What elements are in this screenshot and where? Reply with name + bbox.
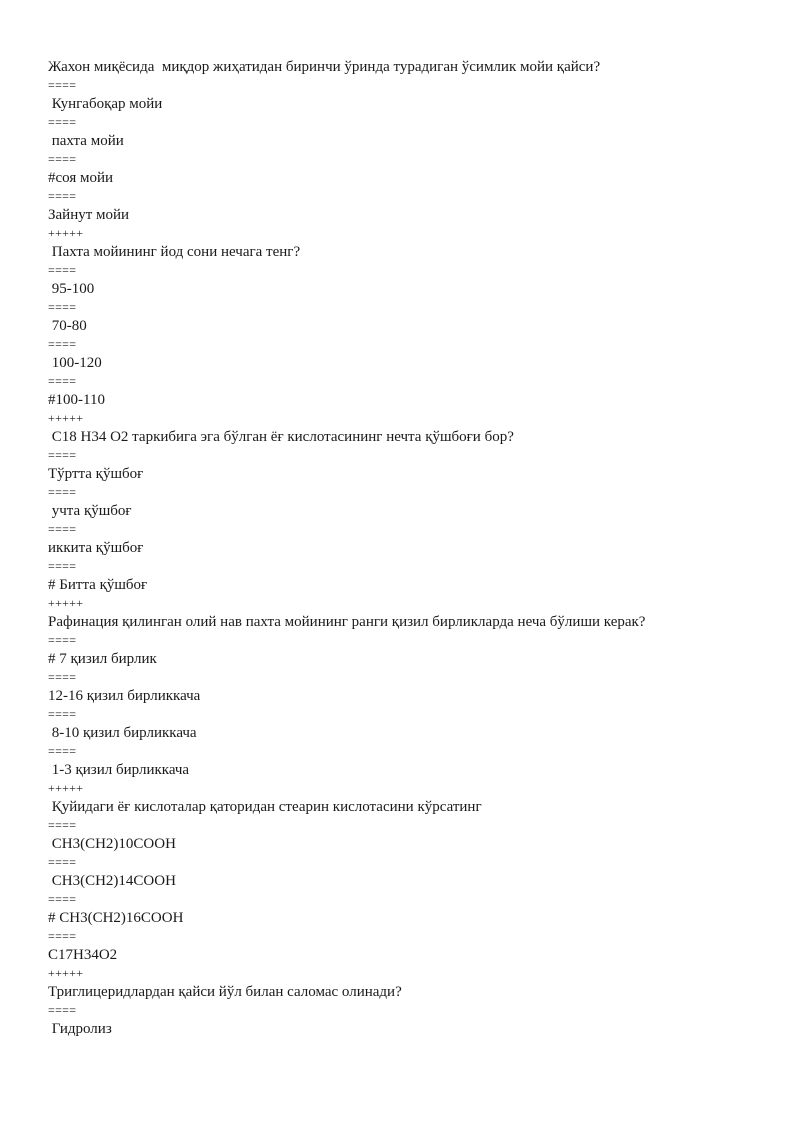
separator-line: ==== xyxy=(48,522,77,536)
text-line: Пахта мойининг йод сони нечага тенг? xyxy=(48,244,301,260)
separator-line: ==== xyxy=(48,485,77,499)
separator-line: +++++ xyxy=(48,411,84,425)
text-line: # Битта қўшбоғ xyxy=(48,577,148,593)
separator-line: ==== xyxy=(48,152,77,166)
text-line: # 7 қизил бирлик xyxy=(48,651,157,667)
text-line: иккита қўшбоғ xyxy=(48,540,144,556)
separator-line: +++++ xyxy=(48,226,84,240)
separator-line: +++++ xyxy=(48,966,84,980)
separator-line: ==== xyxy=(48,929,77,943)
separator-line: ==== xyxy=(48,115,77,129)
text-line: 95-100 xyxy=(48,281,95,297)
separator-line: ==== xyxy=(48,670,77,684)
separator-line: ==== xyxy=(48,189,77,203)
separator-line: ==== xyxy=(48,300,77,314)
separator-line: ==== xyxy=(48,707,77,721)
text-line: #100-110 xyxy=(48,392,105,408)
text-line: #соя мойи xyxy=(48,170,114,186)
text-line: Гидролиз xyxy=(48,1021,112,1037)
separator-line: ==== xyxy=(48,374,77,388)
text-line: учта қўшбоғ xyxy=(48,503,132,519)
text-line: CH3(CH2)14COOH xyxy=(48,873,176,889)
text-line: Зайнут мойи xyxy=(48,207,130,223)
text-line: Тўртта қўшбоғ xyxy=(48,466,144,482)
text-line: 70-80 xyxy=(48,318,87,334)
text-line: Кунгабоқар мойи xyxy=(48,96,163,112)
text-line: C18 H34 O2 таркибига эга бўлган ёғ кислотасининг нечта қўшбоғи бор? xyxy=(48,429,514,445)
text-line: Триглицеридлардан қайси йўл билан саломас олинади? xyxy=(48,984,402,1000)
text-line: Рафинация қилинган олий нав пахта мойининг ранги қизил бирликларда неча бўлиши керак? xyxy=(48,614,646,630)
text-line: 8-10 қизил бирликкача xyxy=(48,725,197,741)
separator-line: ==== xyxy=(48,263,77,277)
text-line: пахта мойи xyxy=(48,133,124,149)
separator-line: ==== xyxy=(48,337,77,351)
separator-line: +++++ xyxy=(48,781,84,795)
text-line: Жахон миқёсида миқдор жиҳатидан биринчи ўринда турадиган ўсимлик мойи қайси? xyxy=(48,59,601,75)
separator-line: ==== xyxy=(48,1003,77,1017)
text-line: 1-3 қизил бирликкача xyxy=(48,762,190,778)
separator-line: ==== xyxy=(48,633,77,647)
separator-line: ==== xyxy=(48,448,77,462)
text-line: 100-120 xyxy=(48,355,102,371)
text-line: # CH3(CH2)16COOH xyxy=(48,910,184,926)
separator-line: ==== xyxy=(48,855,77,869)
text-line: C17H34O2 xyxy=(48,947,118,963)
text-line: 12-16 қизил бирликкача xyxy=(48,688,201,704)
separator-line: ==== xyxy=(48,818,77,832)
separator-line: ==== xyxy=(48,559,77,573)
separator-line: ==== xyxy=(48,78,77,92)
separator-line: ==== xyxy=(48,744,77,758)
separator-line: +++++ xyxy=(48,596,84,610)
text-line: Қуйидаги ёғ кислоталар қаторидан стеарин кислотасини кўрсатинг xyxy=(48,799,482,815)
text-line: CH3(CH2)10COOH xyxy=(48,836,176,852)
document-body xyxy=(48,57,768,1039)
separator-line: ==== xyxy=(48,892,77,906)
